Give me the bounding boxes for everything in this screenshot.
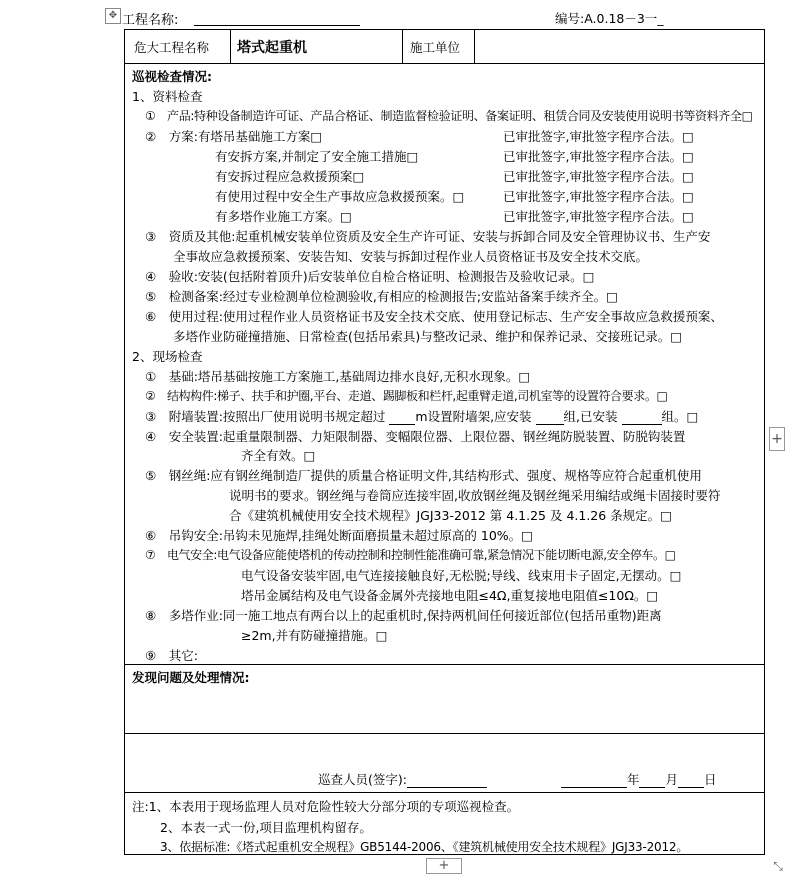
list-item: ① 基础:塔吊基础按施工方案施工,基础周边排水良好,无积水现象。□ — [145, 369, 531, 384]
signature-row — [318, 770, 717, 788]
approval-check: 已审批签字,审批签字程序合法。□ — [503, 209, 694, 224]
inspector-signature-field[interactable] — [407, 787, 487, 788]
list-item: ⑧ 多塔作业:同一施工地点有两台以上的起重机时,保持两机间任何接近部位(包括吊重物)距离 — [145, 608, 662, 623]
list-item: 有安拆方案,并制定了安全施工措施□ — [215, 149, 419, 164]
year-label: 年 — [626, 772, 640, 787]
year-field[interactable] — [561, 787, 627, 788]
attach-text: ③ 附墙装置:按照出厂使用说明书规定超过 — [145, 409, 386, 424]
attach-text: 组,已安装 — [563, 409, 618, 424]
list-item: ① 产品:特种设备制造许可证、产品合格证、制造监督检验证明、备案证明、租赁合同及安装使用说明书等资料齐全□ — [145, 109, 753, 123]
list-item: ⑥ 使用过程:使用过程作业人员资格证书及安全技术交底、使用登记标志、生产安全事故应急救援预案、 — [145, 309, 723, 324]
note-1: 注:1、本表用于现场监理人员对危险性较大分部分项的专项巡视检查。 — [132, 799, 520, 814]
note-3: 3、依据标准:《塔式起重机安全规程》GB5144-2006、《建筑机械使用安全技术规程》JGJ33-2012。 — [160, 840, 689, 854]
day-field[interactable] — [678, 787, 704, 788]
list-item: ③ 资质及其他:起重机械安装单位资质及安全生产许可证、安装与拆卸合同及安全管理协议书、生产安 — [145, 229, 711, 244]
table-move-handle-icon[interactable]: ✥ — [105, 8, 121, 24]
list-item: 全事故应急救援预案、安装告知、安装与拆卸过程作业人员资格证书及安全技术交底。 — [173, 249, 649, 264]
project-name-field[interactable] — [194, 25, 360, 26]
approval-check: 已审批签字,审批签字程序合法。□ — [503, 149, 694, 164]
month-label: 月 — [665, 772, 678, 787]
divider — [125, 733, 764, 734]
list-item: ⑤ 钢丝绳:应有钢丝绳制造厂提供的质量合格证明文件,其结构形式、强度、规格等应符合起重机使用 — [145, 468, 702, 483]
attach-height-field[interactable] — [389, 424, 415, 425]
list-item: 多塔作业防碰撞措施、日常检查(包括吊索具)与整改记录、维护和保养记录、交接班记录。□ — [173, 329, 683, 344]
inspection-heading: 巡视检查情况: — [132, 69, 212, 84]
list-item: ⑥ 吊钩安全:吊钩未见施焊,挂绳处断面磨损量未超过原高的 10%。□ — [145, 528, 533, 543]
divider — [230, 30, 231, 63]
add-row-button[interactable]: + — [426, 858, 462, 874]
inspector-label: 巡查人员(签字): — [318, 772, 407, 787]
approval-check: 已审批签字,审批签字程序合法。□ — [503, 129, 694, 144]
section-site: 2、现场检查 — [132, 349, 203, 364]
construction-unit-label: 施工单位 — [410, 40, 461, 55]
list-item: 合《建筑机械使用安全技术规程》JGJ33-2012 第 4.1.25 及 4.1.26 条规定。□ — [229, 508, 672, 523]
list-item: 有安拆过程应急救援预案□ — [215, 169, 365, 184]
list-item: 电气设备安装牢固,电气连接接触良好,无松脱;导线、线束用卡子固定,无摆动。□ — [241, 568, 682, 583]
list-item: 塔吊金属结构及电气设备金属外壳接地电阻≤4Ω,重复接地电阻值≤10Ω。□ — [241, 588, 659, 603]
list-item — [145, 407, 698, 425]
add-column-button[interactable]: + — [769, 427, 785, 451]
table-resize-icon[interactable]: ⤡ — [773, 859, 783, 873]
list-item: ④ 安全装置:起重量限制器、力矩限制器、变幅限位器、上限位器、钢丝绳防脱装置、防脱钩装置 — [145, 429, 686, 444]
section-materials: 1、资料检查 — [132, 89, 203, 104]
list-item: ⑦ 电气安全:电气设备应能使塔机的传动控制和控制性能准确可靠,紧急情况下能切断电源,安全停车。□ — [145, 548, 676, 562]
divider — [474, 30, 475, 63]
attach-installed-field[interactable] — [622, 424, 662, 425]
document-number: 编号:A.0.18－3一_ — [555, 11, 664, 26]
attach-required-field[interactable] — [536, 424, 564, 425]
list-item: 有使用过程中安全生产事故应急救援预案。□ — [215, 189, 465, 204]
list-item: 齐全有效。□ — [241, 448, 316, 463]
approval-check: 已审批签字,审批签字程序合法。□ — [503, 189, 694, 204]
findings-heading: 发现问题及处理情况: — [132, 670, 250, 685]
list-item: 有多塔作业施工方案。□ — [215, 209, 352, 224]
list-item: ④ 验收:安装(包括附着顶升)后安装单位自检合格证明、检测报告及验收记录。□ — [145, 269, 595, 284]
day-label: 日 — [703, 772, 717, 787]
project-name-label: 工程名称: — [122, 13, 179, 28]
project-title-value: 塔式起重机 — [237, 40, 307, 56]
month-field[interactable] — [639, 787, 665, 788]
attach-text: m设置附墙架,应安装 — [415, 409, 532, 424]
divider — [402, 30, 403, 63]
attach-text: 组。□ — [661, 409, 699, 424]
list-item: ⑨ 其它: — [145, 648, 198, 663]
list-item: ≥2m,并有防碰撞措施。□ — [241, 628, 388, 643]
list-item: ② 方案:有塔吊基础施工方案□ — [145, 129, 323, 144]
inspection-table — [124, 29, 765, 855]
divider — [125, 63, 764, 64]
col-title-label: 危大工程名称 — [134, 40, 210, 55]
approval-check: 已审批签字,审批签字程序合法。□ — [503, 169, 694, 184]
note-2: 2、本表一式一份,项目监理机构留存。 — [160, 820, 372, 835]
list-item: 说明书的要求。钢丝绳与卷筒应连接牢固,收放钢丝绳及钢丝绳采用编结或绳卡固接时要符 — [229, 488, 721, 503]
divider — [125, 792, 764, 793]
divider — [125, 664, 764, 665]
list-item: ② 结构构件:梯子、扶手和护圈,平台、走道、踢脚板和栏杆,起重臂走道,司机室等的设置符合要求。□ — [145, 389, 668, 403]
list-item: ⑤ 检测备案:经过专业检测单位检测验收,有相应的检测报告;安监站备案手续齐全。□ — [145, 289, 618, 304]
